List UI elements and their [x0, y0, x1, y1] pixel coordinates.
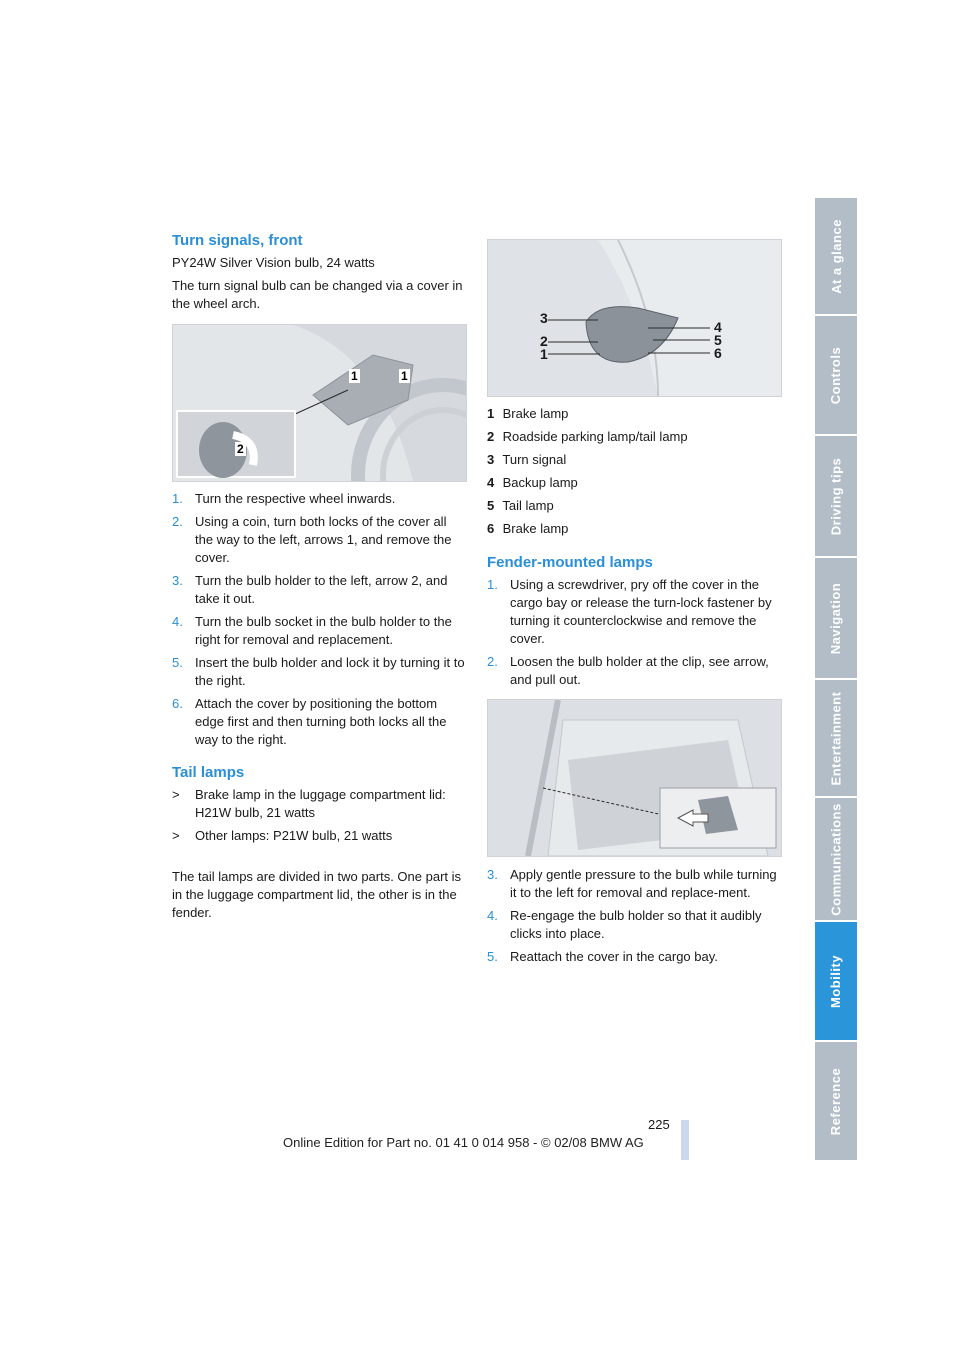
sidebar-item-reference[interactable]	[815, 1042, 857, 1160]
fender-steps-continued	[487, 866, 782, 966]
legend-item: 1 Brake lamp	[487, 406, 569, 421]
sidebar-item-entertainment[interactable]	[815, 680, 857, 796]
sidebar-item-label: Communications	[828, 802, 844, 916]
legend-item: 3 Turn signal	[487, 452, 567, 467]
list-item: 5. Reattach the cover in the cargo bay.	[487, 949, 718, 964]
list-item: 5. Insert the bulb holder and lock it by turning it to the right.	[172, 655, 465, 688]
turn-signals-steps	[172, 490, 467, 749]
page-number: 225	[648, 1117, 670, 1132]
figure-callout-1a: 1	[351, 369, 358, 383]
list-item: 2. Using a coin, turn both locks of the cover all the way to the left, arrows 1, and remove the cover.	[172, 514, 452, 565]
list-item: > Brake lamp in the luggage compartment lid: H21W bulb, 21 watts	[172, 787, 446, 820]
sidebar-item-navigation[interactable]	[815, 558, 857, 678]
sidebar-item-communications[interactable]	[815, 798, 857, 920]
list-item: 2. Loosen the bulb holder at the clip, see arrow, and pull out.	[487, 654, 769, 687]
sidebar-item-controls[interactable]	[815, 316, 857, 434]
sidebar-item-label: Navigation	[828, 582, 844, 654]
legend-item: 5 Tail lamp	[487, 498, 554, 513]
list-item: 4. Re-engage the bulb holder so that it audibly clicks into place.	[487, 908, 762, 941]
figure-callout-1b: 1	[401, 369, 408, 383]
figure-callout-4: 4	[714, 319, 722, 335]
cargo-bay-illustration	[488, 700, 781, 856]
legend-item: 6 Brake lamp	[487, 521, 569, 536]
figure-callout-6: 6	[714, 345, 722, 361]
figure-callout-1: 1	[540, 346, 548, 362]
list-item: 3. Turn the bulb holder to the left, arrow 2, and take it out.	[172, 573, 448, 606]
section-heading-tail-lamps: Tail lamps	[172, 764, 245, 781]
figure-callout-3: 3	[540, 310, 548, 326]
figure-callout-5: 5	[714, 332, 722, 348]
tail-lamp-legend	[487, 405, 782, 538]
sidebar-item-label: Driving tips	[828, 457, 844, 535]
list-item: 1. Turn the respective wheel inwards.	[172, 491, 396, 506]
turn-signals-intro: The turn signal bulb can be changed via a cover in the wheel arch.	[172, 278, 463, 311]
turn-signals-bulb-spec: PY24W Silver Vision bulb, 24 watts	[172, 255, 375, 270]
list-item: 1. Using a screwdriver, pry off the cover in the cargo bay or release the turn-lock fastener by turning it counterclockwise and remove the cover.	[487, 577, 772, 646]
wheel-arch-figure	[172, 324, 467, 482]
sidebar-item-mobility[interactable]	[815, 922, 857, 1040]
figure-callout-2: 2	[540, 333, 548, 349]
tail-lamps-bullets	[172, 786, 467, 845]
sidebar-item-label: Reference	[828, 1067, 844, 1135]
sidebar-item-label: Controls	[828, 346, 844, 404]
cargo-bay-figure	[487, 699, 782, 857]
section-heading-turn-signals: Turn signals, front	[172, 232, 303, 249]
legend-item: 4 Backup lamp	[487, 475, 578, 490]
tail-lamp-illustration	[488, 240, 781, 396]
wheel-arch-illustration	[173, 325, 466, 481]
legend-item: 2 Roadside parking lamp/tail lamp	[487, 429, 688, 444]
sidebar-item-at-a-glance[interactable]	[815, 198, 857, 314]
list-item: 6. Attach the cover by positioning the bottom edge first and then turning both locks all the way to the right.	[172, 696, 447, 747]
section-heading-fender-lamps: Fender-mounted lamps	[487, 554, 653, 571]
footer-marker	[681, 1120, 689, 1160]
list-item: 4. Turn the bulb socket in the bulb holder to the right for removal and replacement.	[172, 614, 452, 647]
tail-lamps-paragraph: The tail lamps are divided in two parts. One part is in the luggage compartment lid, the other is in the fender.	[172, 869, 462, 920]
edition-footer: Online Edition for Part no. 01 41 0 014 958 - © 02/08 BMW AG	[283, 1135, 644, 1150]
sidebar-item-label: At a glance	[828, 218, 844, 294]
figure-callout-2: 2	[237, 442, 244, 456]
sidebar-item-driving-tips[interactable]	[815, 436, 857, 556]
sidebar-item-label: Entertainment	[828, 691, 844, 785]
fender-steps	[487, 576, 782, 689]
list-item: 3. Apply gentle pressure to the bulb while turning it to the left for removal and replace-ment.	[487, 867, 777, 900]
list-item: > Other lamps: P21W bulb, 21 watts	[172, 828, 393, 843]
sidebar-item-label: Mobility	[828, 954, 844, 1008]
tail-lamp-figure	[487, 239, 782, 397]
